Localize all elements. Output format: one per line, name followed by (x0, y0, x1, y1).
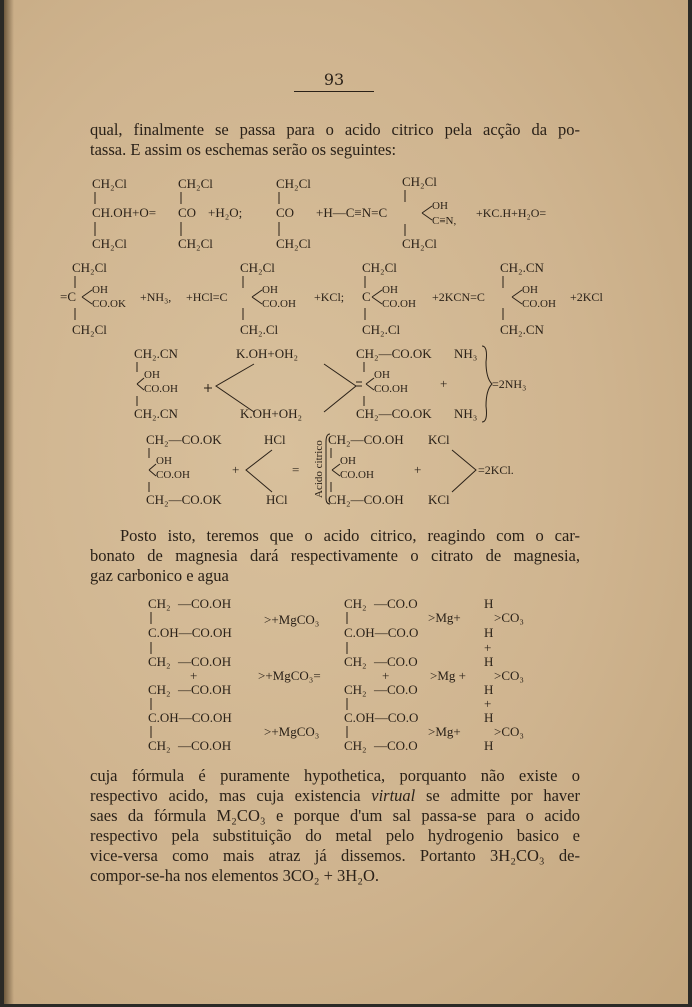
formula-text: KCl (428, 432, 450, 447)
formula-text: CO (178, 205, 197, 220)
formula-text: KCl (428, 492, 450, 507)
formula-text: OH (92, 284, 108, 296)
formula-text: CH₂—CO.OH (328, 492, 404, 507)
formula-text: CH₂.CN (134, 346, 178, 361)
formula-text: CH₂Cl (72, 322, 107, 337)
reaction-scheme-4 (132, 428, 552, 510)
formula-text: K.OH+OH₂ (240, 406, 303, 421)
text-line: compor-se-ha nos elementos 3CO₂ + 3H₂O. (90, 866, 380, 885)
formula-text: =C (60, 289, 77, 304)
text-line: respectivo acido, mas cuja existencia virtual se admitte por haver (90, 786, 580, 805)
text-line: respectivo pela substituição do metal pelo hydrogenio basico e (90, 826, 580, 845)
formula-text: CH₂ (148, 682, 171, 697)
formula-text: CH₂.CN (134, 406, 178, 421)
formula-text: CH₂.Cl (362, 322, 401, 337)
formula-text: >CO₃ (494, 724, 524, 739)
formula-text: OH (522, 284, 538, 296)
formula-text: OH (382, 284, 398, 296)
formula-text: CH₂Cl (178, 236, 213, 251)
formula-text: +KC.H+H₂O= (476, 206, 547, 220)
formula-text: CH₂ (344, 596, 367, 611)
formula-text: CH₂Cl (276, 236, 311, 251)
emphasis-virtual: virtual (371, 786, 416, 805)
formula-text: +H—C≡N=C (316, 205, 388, 220)
formula-text: CH₂—CO.OK (146, 492, 222, 507)
formula-text: + (440, 376, 448, 391)
text-line: qual, finalmente se passa para o acido citrico pela acção da po- (90, 120, 580, 139)
formula-text: +2KCN=C (432, 290, 485, 304)
page-number: 93 (294, 70, 374, 92)
formula-text: C.OH—CO.OH (148, 710, 232, 725)
formula-text: + (484, 696, 492, 711)
formula-text: CH₂.Cl (240, 322, 279, 337)
formula-text: —CO.OH (178, 682, 232, 697)
formula-text: OH (340, 455, 356, 467)
reaction-scheme-2 (56, 256, 636, 340)
formula-text: +KCl; (314, 290, 345, 304)
formula-text: OH (374, 369, 390, 381)
formula-text: C (362, 289, 371, 304)
text-line: vice-versa como mais atraz já dissemos. Portanto 3H₂CO₃ de- (90, 846, 580, 865)
reaction-scheme-5 (138, 592, 558, 756)
formula-text: >Mg+ (428, 610, 461, 625)
formula-text: + (484, 640, 492, 655)
formula-text: —CO.O (374, 654, 418, 669)
formula-text: NH₃ (454, 406, 478, 421)
formula-text: CH₂Cl (276, 176, 311, 191)
formula-text: CH₂ (344, 682, 367, 697)
formula-text: H (484, 654, 494, 669)
formula-text: >Mg + (430, 668, 466, 683)
formula-text: CH₂Cl (402, 174, 437, 189)
formula-text: —CO.O (374, 738, 418, 753)
formula-text: CO.OH (262, 298, 296, 310)
formula-text: CO.OH (382, 298, 416, 310)
reaction-scheme-3 (124, 342, 564, 424)
formula-text: —CO.O (374, 682, 418, 697)
formula-text: =2NH₃ (492, 377, 527, 391)
formula-text: CH.OH+O= (92, 205, 157, 220)
formula-text: >+MgCO₃= (258, 668, 321, 683)
formula-text: OH (156, 455, 172, 467)
text-line: cuja fórmula é puramente hypothetica, porquanto não existe o (90, 766, 580, 785)
formula-text: CH₂—CO.OK (356, 406, 432, 421)
formula-text: >+MgCO₃ (264, 724, 320, 739)
formula-text: CH₂—CO.OH (328, 432, 404, 447)
formula-text: CH₂ (148, 596, 171, 611)
text-line: saes da fórmula M₂CO₃ e porque d'um sal passa-se para o acido (90, 806, 580, 825)
formula-text: CH₂.CN (500, 260, 544, 275)
book-page (4, 0, 688, 1004)
formula-text: CH₂ (344, 654, 367, 669)
intro-paragraph (90, 120, 580, 160)
formula-text: —CO.O (374, 596, 418, 611)
text-line: gaz carbonico e agua (90, 566, 229, 585)
formula-text: C≡N, (432, 215, 457, 227)
formula-text: —CO.OH (178, 738, 232, 753)
formula-text: >Mg+ (428, 724, 461, 739)
formula-text: H (484, 682, 494, 697)
formula-text: OH (262, 284, 278, 296)
formula-text: CO.OH (156, 469, 190, 481)
formula-text: CH₂Cl (92, 236, 127, 251)
formula-text: + (190, 668, 198, 683)
formula-text: CH₂Cl (92, 176, 127, 191)
formula-text: H (484, 596, 494, 611)
formula-text: CO.OH (374, 383, 408, 395)
formula-text: >CO₃ (494, 610, 524, 625)
formula-text: +HCl=C (186, 290, 228, 304)
formula-text: +NH₃, (140, 290, 172, 304)
formula-text: + (414, 462, 422, 477)
formula-text: CH₂.CN (500, 322, 544, 337)
formula-text: H (484, 738, 494, 753)
formula-text: CH₂Cl (240, 260, 275, 275)
formula-text: K.OH+OH₂ (236, 346, 299, 361)
formula-text: +2KCl (570, 290, 603, 304)
final-paragraph (90, 766, 580, 886)
formula-text: C.OH—CO.OH (148, 625, 232, 640)
formula-text: —CO.OH (178, 596, 232, 611)
formula-text: OH (144, 369, 160, 381)
formula-text: >CO₃ (494, 668, 524, 683)
formula-text: H (484, 625, 494, 640)
acido-citrico-label: Acido citrico (313, 440, 325, 498)
formula-text: CO (276, 205, 295, 220)
middle-paragraph (90, 526, 580, 586)
formula-text: CH₂ (148, 738, 171, 753)
page-spine-shadow (4, 0, 14, 1004)
text-line: bonato de magnesia dará respectivamente o citrato de magnesia, (90, 546, 580, 565)
formula-text: CO.OH (340, 469, 374, 481)
formula-text: CH₂ (344, 738, 367, 753)
formula-text: =2KCl. (478, 463, 514, 477)
formula-text: CH₂Cl (362, 260, 397, 275)
formula-text: CH₂ (148, 654, 171, 669)
formula-text: CH₂Cl (178, 176, 213, 191)
reaction-scheme-1 (84, 172, 584, 254)
formula-text: HCl (264, 432, 286, 447)
formula-text: >+MgCO₃ (264, 612, 320, 627)
formula-text: + (382, 668, 390, 683)
formula-text: +H₂O; (208, 205, 243, 220)
formula-text: —CO.OH (178, 654, 232, 669)
formula-text: CO.OH (522, 298, 556, 310)
formula-text: CH₂Cl (72, 260, 107, 275)
text-line: Posto isto, teremos que o acido citrico, reagindo com o car- (120, 526, 580, 545)
formula-text: HCl (266, 492, 288, 507)
formula-text: CH₂—CO.OK (356, 346, 432, 361)
formula-text: CH₂Cl (402, 236, 437, 251)
formula-text: C.OH—CO.O (344, 625, 419, 640)
formula-text: NH₃ (454, 346, 478, 361)
formula-text: + (232, 462, 240, 477)
formula-text: H (484, 710, 494, 725)
formula-text: CO.OH (144, 383, 178, 395)
formula-text: CO.OK (92, 298, 126, 310)
formula-text: C.OH—CO.O (344, 710, 419, 725)
text-line: tassa. E assim os eschemas serão os seguintes: (90, 140, 397, 159)
formula-text: = (292, 462, 300, 477)
formula-text: OH (432, 200, 448, 212)
formula-text: CH₂—CO.OK (146, 432, 222, 447)
